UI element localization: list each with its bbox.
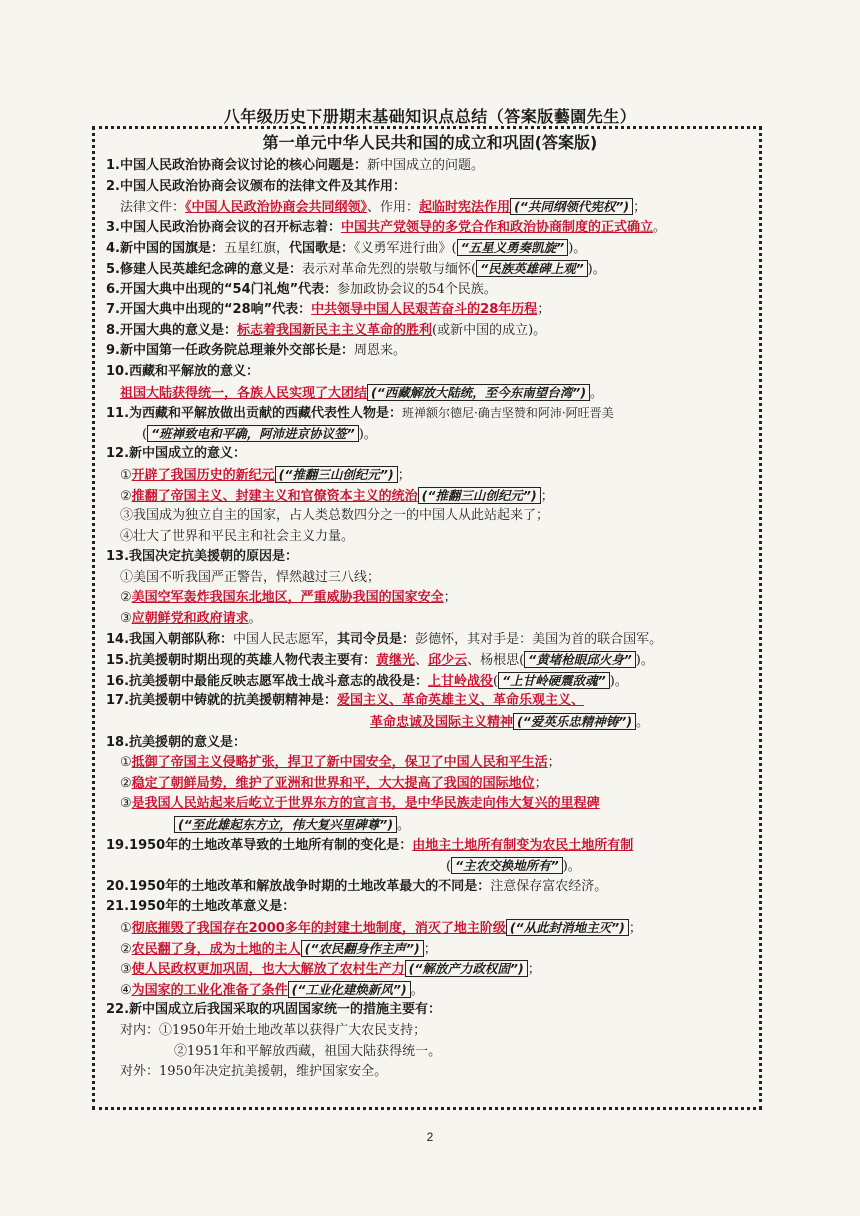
item-18-mnemonic: (“至此雄起东方立，伟大复兴里碑尊”) 。 — [106, 815, 754, 836]
item-22: 22.新中国成立后我国采取的巩固国家统一的措施主要有： — [106, 1002, 442, 1018]
item-12-point-3: ③我国成为独立自主的国家，占人类总数四分之一的中国人从此站起来了； — [120, 508, 550, 524]
mnemonic-box: “民族英雄碑上观” — [476, 260, 588, 277]
item-21-point-4: ④为国家的工业化准备了条件 (“工业化建焕新风”) 。 — [120, 981, 424, 998]
item-18-point-2: ②稳定了朝鲜局势，维护了亚洲和世界和平，大大提高了我国的国际地位； — [120, 775, 548, 791]
item-22-foreign: 对外：1950年决定抗美援朝，维护国家安全。 — [120, 1064, 388, 1080]
unit-title: 第一单元中华人民共和国的成立和巩固(答案版) — [262, 133, 598, 152]
item-21: 21.1950年的土地改革意义是： — [106, 899, 296, 915]
mnemonic-box: (“爱英乐忠精神铸”) — [513, 713, 636, 730]
item-21-point-1: ①彻底摧毁了我国存在2000多年的封建土地制度，消灭了地主阶级 (“从此封消地主灭”) ； — [120, 919, 642, 936]
item-18-point-3: ③是我国人民站起来后屹立于世界东方的宣言书，是中华民族走向伟大复兴的里程碑 — [120, 796, 600, 812]
item-22-domestic-1: 对内：①1950年开始土地改革以获得广大农民支持； — [120, 1022, 427, 1038]
item-17: 17.抗美援朝中铸就的抗美援朝精神是：爱国主义、革命英雄主义、革命乐观主义、 — [106, 693, 585, 709]
mnemonic-box: “五星义勇奏凯旋” — [457, 239, 569, 256]
item-2-detail: 法律文件：《中国人民政治协商会共同纲领》、作用：起临时宪法作用 (“共同纲领代宪权”) ； — [120, 199, 647, 216]
item-20: 20.1950年的土地改革和解放战争时期的土地改革最大的不同是：注意保存富农经济。 — [106, 878, 608, 894]
mnemonic-box: (“从此封消地主灭”) — [506, 919, 629, 936]
item-12-point-1: ①开辟了我国历史的新纪元 (“推翻三山创纪元”) ； — [120, 466, 411, 483]
item-9: 9.新中国第一任政务院总理兼外交部长是：周恩来。 — [106, 343, 406, 359]
mnemonic-box: “主农交换地所有” — [451, 857, 563, 874]
item-21-point-2: ②农民翻了身，成为土地的主人 (“农民翻身作主声”) ； — [120, 940, 437, 957]
item-7: 7.开国大典中出现的“28响”代表：中共领导中国人民艰苦奋斗的28年历程； — [106, 302, 551, 318]
item-18-point-1: ①抵御了帝国主义侵略扩张，捍卫了新中国安全，保卫了中国人民和平生活； — [120, 755, 561, 771]
item-18: 18.抗美援朝的意义是： — [106, 734, 247, 750]
item-19-mnemonic: ( “主农交换地所有” )。 — [446, 858, 581, 875]
item-8: 8.开国大典的意义是：标志着我国新民主主义革命的胜利(或新中国的成立)。 — [106, 322, 547, 338]
mnemonic-box: (“推翻三山创纪元”) — [418, 487, 541, 504]
mnemonic-box: (“至此雄起东方立，伟大复兴里碑尊”) — [174, 816, 397, 833]
item-5: 5.修建人民英雄纪念碑的意义是：表示对革命先烈的崇敬与缅怀( “民族英雄碑上观” )。 — [106, 260, 606, 277]
item-17-continued: 革命忠诚及国际主义精神 (“爱英乐忠精神铸”) 。 — [370, 714, 650, 731]
item-13-point-1: ①美国不听我国严正警告，悍然越过三八线； — [120, 569, 381, 585]
mnemonic-box: “上甘岭硬震敌魂” — [498, 672, 610, 689]
item-13: 13.我国决定抗美援朝的原因是： — [106, 549, 299, 565]
item-4: 4.新中国的国旗是：五星红旗，代国歌是：《义勇军进行曲》( “五星义勇奏凯旋” )。 — [106, 240, 587, 257]
item-10-answer: 祖国大陆获得统一，各族人民实现了大团结 (“西藏解放大陆统，至今东南望台湾”) 。 — [120, 384, 604, 401]
mnemonic-box: “班禅致电和平确，阿沛进京协议签” — [147, 425, 359, 442]
mnemonic-box: (“推翻三山创纪元”) — [275, 466, 398, 483]
mnemonic-box: (“共同纲领代宪权”) — [510, 198, 633, 215]
item-13-point-2: ②美国空军轰炸我国东北地区，严重威胁我国的国家安全； — [120, 590, 457, 606]
mnemonic-box: (“解放产力政权固”) — [405, 960, 528, 977]
mnemonic-box: (“工业化建焕新风”) — [288, 981, 411, 998]
mnemonic-box: “黄堵枪眼邱火身” — [524, 651, 636, 668]
item-12-point-4: ④壮大了世界和平民主和社会主义力量。 — [120, 528, 355, 544]
item-3: 3.中国人民政治协商会议的召开标志着：中国共产党领导的多党合作和政治协商制度的正式确立。 — [106, 219, 667, 235]
item-6: 6.开国大典中出现的“54门礼炮”代表：参加政协会议的54个民族。 — [106, 281, 497, 297]
item-16: 16.抗美援朝中最能反映志愿军战士战斗意志的战役是：上甘岭战役( “上甘岭硬震敌魂” )。 — [106, 672, 628, 689]
mnemonic-box: (“农民翻身作主声”) — [301, 940, 424, 957]
item-15: 15.抗美援朝时期出现的英雄人物代表主要有：黄继光、邱少云、杨根思( “黄堵枪眼邱火身” )。 — [106, 652, 654, 669]
item-13-point-3: ③应朝鲜党和政府请求。 — [120, 611, 262, 627]
item-22-domestic-2: ②1951年和平解放西藏，祖国大陆获得统一。 — [174, 1043, 442, 1059]
item-11-mnemonic: ( “班禅致电和平确，阿沛进京协议签” )。 — [142, 425, 377, 442]
document-header: 八年级历史下册期末基础知识点总结（答案版藝園先生） — [223, 107, 637, 126]
item-2: 2.中国人民政治协商会议颁布的法律文件及其作用： — [106, 178, 406, 194]
item-1: 1.中国人民政治协商会议讨论的核心问题是：新中国成立的问题。 — [106, 158, 484, 173]
page-number: 2 — [426, 1130, 434, 1144]
item-14: 14.我国入朝部队称：中国人民志愿军，其司令员是：彭德怀，其对手是：美国为首的联合国军。 — [106, 631, 663, 647]
item-19: 19.1950年的土地改革导致的土地所有制的变化是：由地主土地所有制变为农民土地所有制 — [106, 837, 634, 853]
content-area — [106, 130, 754, 1083]
item-11: 11.为西藏和平解放做出贡献的西藏代表性人物是：班禅额尔德尼·确吉坚赞和阿沛·阿旺晋美 — [106, 406, 614, 422]
mnemonic-box: (“西藏解放大陆统，至今东南望台湾”) — [367, 384, 590, 401]
item-12: 12.新中国成立的意义： — [106, 446, 247, 462]
item-10: 10.西藏和平解放的意义： — [106, 363, 260, 379]
item-21-point-3: ③使人民政权更加巩固，也大大解放了农村生产力 (“解放产力政权固”) ； — [120, 961, 541, 978]
item-12-point-2: ②推翻了帝国主义、封建主义和官僚资本主义的统治 (“推翻三山创纪元”) ； — [120, 487, 554, 504]
